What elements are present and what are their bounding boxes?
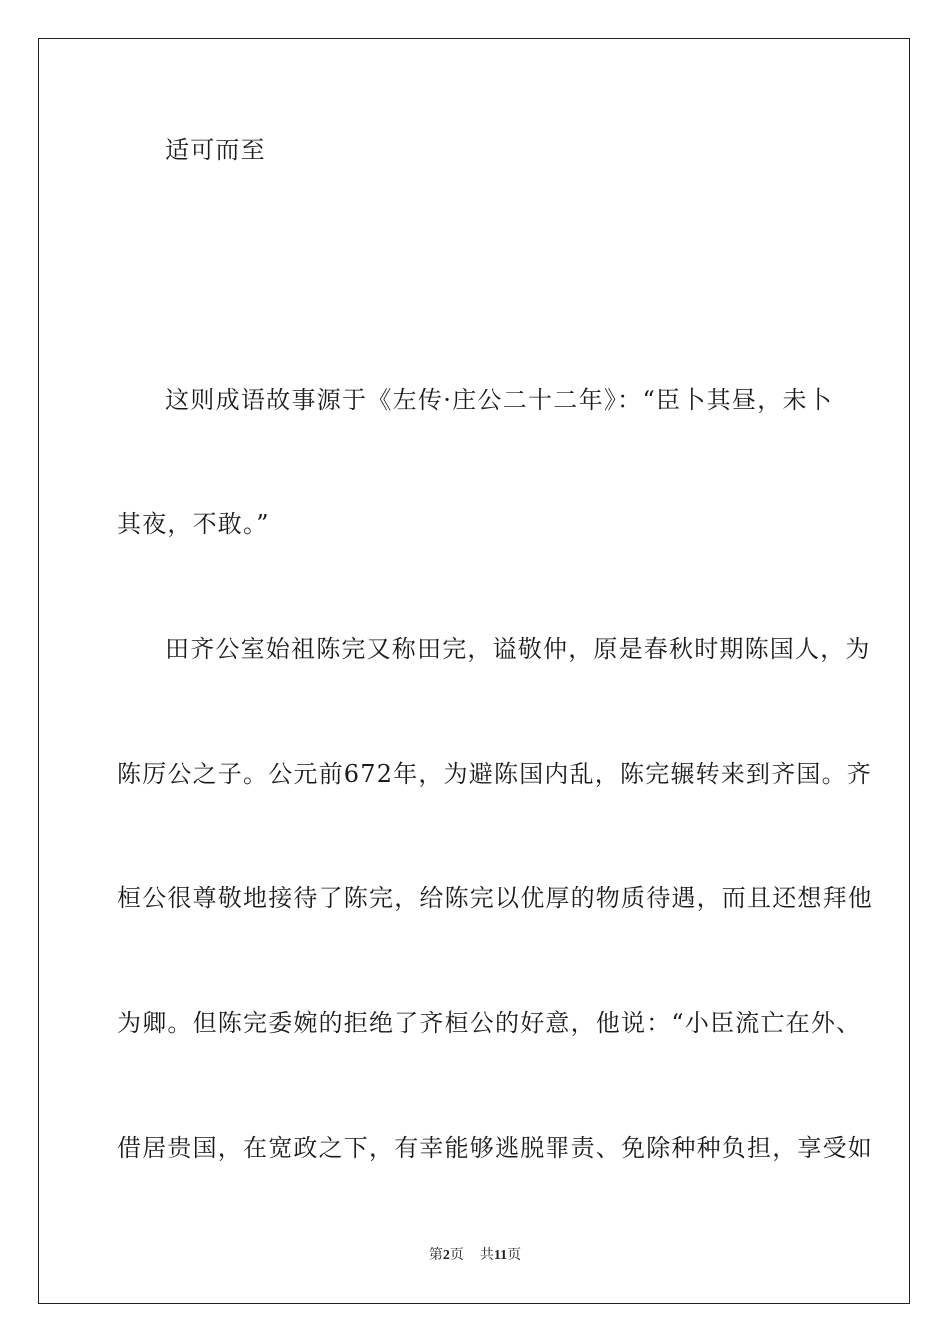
paragraph-line: 田齐公室始祖陈完又称田完，谥敬仲，原是春秋时期陈国人，为 [165, 635, 871, 663]
footer-page-number: 2 [442, 1248, 450, 1263]
footer-page-suffix: 页 [449, 1248, 464, 1263]
footer-total-pages: 11 [493, 1248, 508, 1263]
paragraph-line: 桓公很尊敬地接待了陈完，给陈完以优厚的物质待遇，而且还想拜他 [117, 884, 873, 912]
document-heading: 适可而至 [165, 136, 266, 164]
paragraph-line: 为卿。但陈完委婉的拒绝了齐桓公的好意，他说：“小臣流亡在外、 [117, 1009, 862, 1037]
paragraph-line: 陈厉公之子。公元前672年，为避陈国内乱，陈完辗转来到齐国。齐 [117, 760, 873, 788]
footer-total-prefix: 共 [479, 1248, 494, 1263]
footer-page-prefix: 第 [428, 1248, 443, 1263]
paragraph-line: 这则成语故事源于《左传·庄公二十二年》：“臣卜其昼，未卜 [165, 386, 833, 414]
page-footer [0, 1247, 950, 1265]
paragraph-line: 其夜，不敢。” [117, 510, 270, 538]
paragraph-line: 借居贵国，在宽政之下，有幸能够逃脱罪责、免除种种负担，享受如 [117, 1134, 873, 1162]
page-border [38, 38, 910, 1304]
footer-total-suffix: 页 [507, 1248, 522, 1263]
